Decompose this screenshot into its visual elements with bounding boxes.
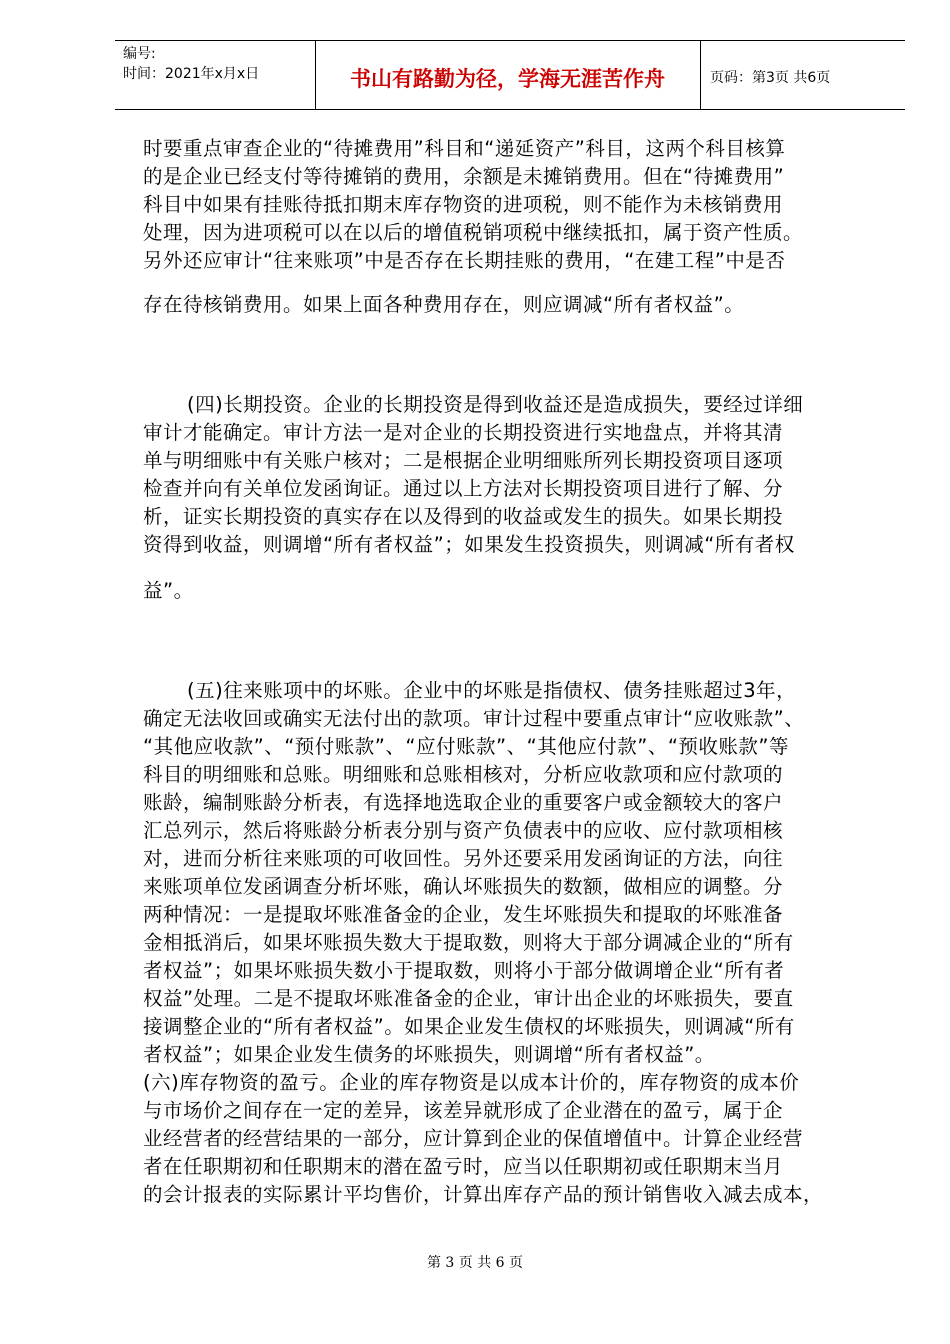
text-line: 审计才能确定。审计方法一是对企业的长期投资进行实地盘点，并将其清 [143, 421, 784, 444]
serial-label: 编号: [123, 46, 156, 62]
text-line: 处理，因为进项税可以在以后的增值税销项税中继续抵扣，属于资产性质。 [143, 221, 804, 244]
page-header [115, 40, 905, 110]
text-line: 单与明细账中有关账户核对；二是根据企业明细账所列长期投资项目逐项 [143, 449, 784, 472]
text-line: 者权益”；如果坏账损失数小于提取数，则将小于部分做调增企业“所有者 [143, 959, 785, 982]
text-line: 对，进而分析往来账项的可收回性。另外还要采用发函询证的方法，向往 [143, 847, 784, 870]
text-line: 科目中如果有挂账待抵扣期末库存物资的进项税，则不能作为未核销费用 [143, 193, 784, 216]
text-line: 账龄，编制账龄分析表，有选择地选取企业的重要客户或金额较大的客户 [143, 791, 784, 814]
text-line: 两种情况：一是提取坏账准备金的企业，发生坏账损失和提取的坏账准备 [143, 903, 784, 926]
text-line: 者权益”；如果企业发生债务的坏账损失，则调增“所有者权益”。 [143, 1043, 715, 1066]
text-line: 业经营者的经营结果的一部分，应计算到企业的保值增值中。计算企业经营 [143, 1127, 804, 1150]
text-line: 存在待核销费用。如果上面各种费用存在，则应调减“所有者权益”。 [143, 293, 745, 316]
header-page-cell [700, 41, 905, 109]
header-motto: 书山有路勤为径，学海无涯苦作舟 [350, 66, 665, 91]
section-heading-line: (四)长期投资。企业的长期投资是得到收益还是造成损失，要经过详细 [187, 393, 804, 416]
text-line: 汇总列示，然后将账龄分析表分别与资产负债表中的应收、应付款项相核 [143, 819, 784, 842]
text-line: 者在任职期初和任职期末的潜在盈亏时，应当以任职期初或任职期末当月 [143, 1155, 784, 1178]
text-line: 另外还应审计“往来账项”中是否存在长期挂账的费用，“在建工程”中是否 [143, 249, 786, 272]
section-heading-line: (六)库存物资的盈亏。企业的库存物资是以成本计价的，库存物资的成本价 [143, 1071, 800, 1094]
text-line: 金相抵消后，如果坏账损失数大于提取数，则将大于部分调减企业的“所有 [143, 931, 794, 954]
header-motto-cell [315, 41, 701, 109]
text-line: 检查并向有关单位发函询证。通过以上方法对长期投资项目进行了解、分 [143, 477, 784, 500]
text-line: 确定无法收回或确实无法付出的款项。审计过程中要重点审计“应收账款”、 [143, 707, 805, 730]
text-line: 益”。 [143, 579, 194, 602]
header-meta-cell [115, 41, 316, 109]
header-page-info: 页码：第3页 共6页 [710, 70, 831, 86]
page-footer: 第 3 页 共 6 页 [426, 1255, 524, 1271]
text-line: 的是企业已经支付等待摊销的费用，余额是未摊销费用。但在“待摊费用” [143, 165, 785, 188]
text-line: 时要重点审查企业的“待摊费用”科目和“递延资产”科目，这两个科目核算 [143, 137, 786, 160]
text-line: 资得到收益，则调增“所有者权益”；如果发生投资损失，则调减“所有者权 [143, 533, 795, 556]
text-line: 析，证实长期投资的真实存在以及得到的收益或发生的损失。如果长期投 [143, 505, 784, 528]
time-label: 时间：2021年x月x日 [123, 66, 260, 82]
section-heading-line: (五)往来账项中的坏账。企业中的坏账是指债权、债务挂账超过3年， [187, 679, 797, 702]
text-line: 的会计报表的实际累计平均售价，计算出库存产品的预计销售收入减去成本， [143, 1183, 824, 1206]
text-line: 科目的明细账和总账。明细账和总账相核对，分析应收款项和应付款项的 [143, 763, 784, 786]
text-line: “其他应收款”、“预付账款”、“应付账款”、“其他应付款”、“预收账款”等 [143, 735, 790, 758]
text-line: 权益”处理。二是不提取坏账准备金的企业，审计出企业的坏账损失，要直 [143, 987, 794, 1010]
text-line: 与市场价之间存在一定的差异，该差异就形成了企业潜在的盈亏，属于企 [143, 1099, 784, 1122]
text-line: 接调整企业的“所有者权益”。如果企业发生债权的坏账损失，则调减“所有 [143, 1015, 795, 1038]
text-line: 来账项单位发函调查分析坏账，确认坏账损失的数额，做相应的调整。分 [143, 875, 784, 898]
